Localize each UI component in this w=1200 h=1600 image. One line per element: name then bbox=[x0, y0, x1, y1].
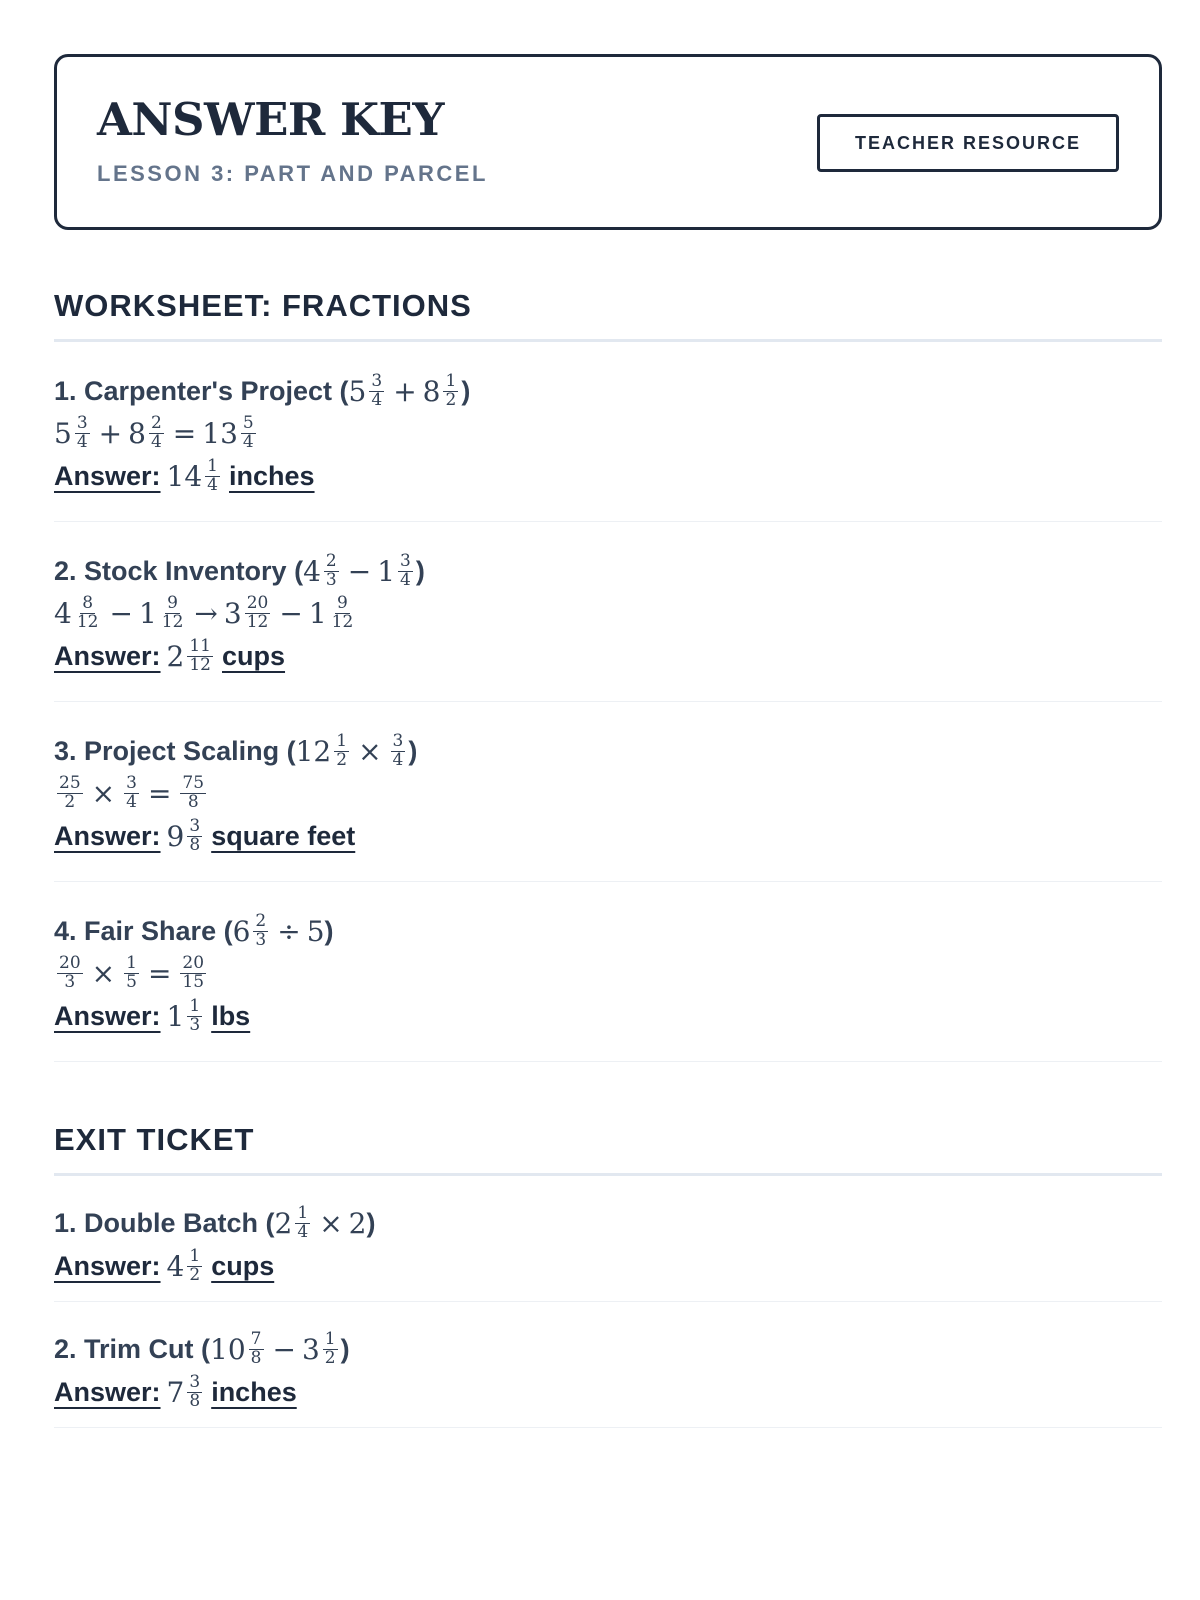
answer-unit: square feet bbox=[211, 820, 356, 851]
fraction bbox=[187, 1245, 202, 1285]
math-operator: × bbox=[91, 776, 116, 810]
fraction bbox=[57, 772, 83, 812]
denominator: 4 bbox=[207, 474, 218, 495]
whole-part: 7 bbox=[166, 1375, 185, 1409]
whole-part: 5 bbox=[54, 416, 72, 450]
fraction bbox=[443, 370, 458, 410]
numerator: 8 bbox=[82, 592, 94, 613]
problem-title bbox=[54, 370, 1162, 412]
fraction bbox=[330, 592, 356, 632]
mixed-number bbox=[128, 412, 167, 452]
close-paren: ) bbox=[324, 915, 334, 946]
fraction bbox=[149, 412, 164, 452]
answer-unit: inches bbox=[229, 460, 315, 491]
problem-title bbox=[54, 1328, 1162, 1370]
fraction bbox=[323, 1328, 338, 1368]
denominator: 12 bbox=[246, 611, 269, 632]
denominator: 12 bbox=[76, 611, 99, 632]
mixed-number bbox=[210, 1328, 266, 1368]
math-expression bbox=[348, 370, 462, 410]
denominator: 3 bbox=[255, 929, 267, 950]
numerator: 25 bbox=[59, 772, 81, 793]
denominator: 4 bbox=[297, 1221, 309, 1242]
fraction bbox=[295, 1202, 310, 1242]
denominator: 4 bbox=[242, 431, 254, 452]
whole-part: 2 bbox=[166, 639, 185, 673]
answer-label: Answer: bbox=[54, 640, 161, 671]
answer-label: Answer: bbox=[54, 1376, 161, 1407]
numerator: 9 bbox=[167, 592, 178, 613]
fraction bbox=[160, 592, 186, 632]
numerator: 1 bbox=[445, 370, 457, 391]
numerator: 1 bbox=[324, 1328, 336, 1349]
fraction bbox=[205, 455, 220, 495]
whole-part: 8 bbox=[128, 416, 146, 450]
mixed-number bbox=[166, 1371, 206, 1411]
math-expression bbox=[166, 635, 216, 675]
whole-part: 1 bbox=[166, 999, 185, 1033]
numerator: 5 bbox=[242, 412, 254, 433]
whole-part: 10 bbox=[210, 1332, 246, 1366]
teacher-resource-badge: TEACHER RESOURCE bbox=[817, 114, 1119, 172]
answer-label: Answer: bbox=[54, 1250, 161, 1281]
numerator: 1 bbox=[189, 995, 201, 1016]
numerator: 1 bbox=[126, 952, 137, 973]
work-line bbox=[54, 952, 1162, 994]
answer-label: Answer: bbox=[54, 460, 161, 491]
math-operator: = bbox=[172, 416, 197, 450]
mixed-number bbox=[54, 952, 86, 992]
math-expression bbox=[54, 592, 358, 632]
whole-part: 1 bbox=[377, 554, 396, 588]
numerator: 2 bbox=[150, 412, 162, 433]
work-line bbox=[54, 412, 1162, 454]
math-expression bbox=[274, 1202, 367, 1242]
problem-item bbox=[54, 342, 1162, 522]
denominator: 4 bbox=[76, 431, 88, 452]
math-expression bbox=[54, 772, 209, 812]
numerator: 20 bbox=[182, 952, 205, 973]
denominator: 8 bbox=[189, 1390, 201, 1411]
math-expression bbox=[166, 1371, 206, 1411]
numerator: 3 bbox=[371, 370, 383, 391]
numerator: 2 bbox=[325, 550, 337, 571]
open-paren: ( bbox=[286, 555, 304, 586]
answer-unit: inches bbox=[211, 1376, 297, 1407]
work-line bbox=[54, 592, 1162, 634]
mixed-number bbox=[388, 730, 409, 770]
fraction bbox=[369, 370, 384, 410]
denominator: 2 bbox=[189, 1264, 201, 1285]
numerator: 1 bbox=[189, 1245, 201, 1266]
math-expression bbox=[54, 952, 209, 992]
numerator: 3 bbox=[126, 772, 137, 793]
denominator: 2 bbox=[336, 749, 348, 770]
work-line bbox=[54, 772, 1162, 814]
whole-part: 1 bbox=[308, 596, 327, 630]
whole-part: 4 bbox=[303, 554, 321, 588]
whole-part: 1 bbox=[138, 596, 157, 630]
mixed-number bbox=[166, 815, 206, 855]
numerator: 3 bbox=[189, 1371, 201, 1392]
problem-title bbox=[54, 730, 1162, 772]
problem-title bbox=[54, 550, 1162, 592]
math-operator: × bbox=[319, 1206, 343, 1240]
denominator: 2 bbox=[64, 791, 76, 812]
problem-item bbox=[54, 522, 1162, 702]
fraction bbox=[334, 730, 349, 770]
fraction bbox=[75, 412, 90, 452]
whole-part: 9 bbox=[166, 819, 185, 853]
problem-title bbox=[54, 1202, 1162, 1244]
fraction bbox=[253, 910, 268, 950]
mixed-number bbox=[295, 730, 352, 770]
fraction bbox=[187, 995, 202, 1035]
denominator: 15 bbox=[182, 971, 205, 992]
whole-part: 2 bbox=[274, 1206, 293, 1240]
answer-label: Answer: bbox=[54, 1000, 161, 1031]
problem-label: 1. Double Batch bbox=[54, 1207, 259, 1238]
close-paren: ) bbox=[415, 555, 425, 586]
mixed-number bbox=[348, 370, 388, 410]
math-operator: + bbox=[393, 374, 417, 408]
problem-label: 3. Project Scaling bbox=[54, 735, 280, 766]
mixed-number bbox=[138, 592, 188, 632]
whole-part: 4 bbox=[166, 1249, 185, 1283]
fraction bbox=[124, 772, 139, 812]
fraction bbox=[187, 1371, 202, 1411]
math-expression bbox=[295, 730, 409, 770]
denominator: 8 bbox=[187, 791, 199, 812]
math-operator: = bbox=[147, 776, 172, 810]
mixed-number bbox=[121, 772, 142, 812]
denominator: 12 bbox=[189, 654, 211, 675]
mixed-number bbox=[422, 370, 462, 410]
mixed-number bbox=[301, 1328, 341, 1368]
math-operator: ÷ bbox=[277, 914, 301, 948]
math-operator: = bbox=[147, 956, 172, 990]
mixed-number bbox=[166, 635, 216, 675]
denominator: 4 bbox=[126, 791, 137, 812]
denominator: 8 bbox=[189, 834, 201, 855]
fraction bbox=[180, 952, 206, 992]
fraction bbox=[245, 592, 271, 632]
mixed-number bbox=[232, 910, 272, 950]
math-number: 2 bbox=[348, 1206, 367, 1240]
mixed-number bbox=[177, 772, 209, 812]
mixed-number bbox=[223, 592, 273, 632]
numerator: 2 bbox=[255, 910, 267, 931]
whole-part: 5 bbox=[348, 374, 367, 408]
fraction bbox=[324, 550, 339, 590]
open-paren: ( bbox=[332, 375, 349, 406]
mixed-number bbox=[274, 1202, 314, 1242]
answer-line bbox=[54, 814, 1162, 858]
close-paren: ) bbox=[408, 735, 418, 766]
fraction bbox=[180, 772, 206, 812]
math-expression bbox=[210, 1328, 341, 1368]
fraction bbox=[398, 550, 413, 590]
numerator: 1 bbox=[336, 730, 348, 751]
worksheet-problem-list bbox=[54, 342, 1160, 1062]
problem-item bbox=[54, 702, 1162, 882]
exit-ticket-section-title: EXIT TICKET bbox=[54, 1124, 1162, 1176]
denominator: 4 bbox=[392, 749, 404, 770]
answer-line bbox=[54, 634, 1162, 678]
numerator: 20 bbox=[246, 592, 269, 613]
whole-part: 12 bbox=[295, 734, 332, 768]
numerator: 1 bbox=[207, 455, 218, 476]
open-paren: ( bbox=[216, 915, 233, 946]
math-expression bbox=[166, 1245, 206, 1285]
whole-part: 13 bbox=[202, 416, 238, 450]
mixed-number bbox=[377, 550, 416, 590]
problem-label: 2. Stock Inventory bbox=[54, 555, 287, 586]
problem-label: 2. Trim Cut bbox=[54, 1333, 194, 1364]
numerator: 11 bbox=[189, 635, 211, 656]
mixed-number bbox=[121, 952, 142, 992]
math-operator: − bbox=[279, 596, 303, 630]
header-card bbox=[54, 54, 1162, 230]
mixed-number bbox=[166, 1245, 206, 1285]
problem-item bbox=[54, 882, 1162, 1062]
math-operator: + bbox=[98, 416, 123, 450]
answer-line bbox=[54, 454, 1162, 498]
problem-title bbox=[54, 910, 1162, 952]
denominator: 12 bbox=[331, 611, 354, 632]
numerator: 7 bbox=[250, 1328, 262, 1349]
answer-unit: lbs bbox=[211, 1000, 251, 1031]
answer-line bbox=[54, 1244, 1162, 1288]
math-operator: − bbox=[109, 596, 133, 630]
fraction bbox=[124, 952, 139, 992]
fraction bbox=[391, 730, 406, 770]
math-expression bbox=[54, 412, 259, 452]
whole-part: 3 bbox=[223, 596, 242, 630]
math-expression bbox=[166, 995, 206, 1035]
math-operator: × bbox=[358, 734, 382, 768]
mixed-number bbox=[177, 952, 209, 992]
denominator: 2 bbox=[445, 389, 457, 410]
mixed-number bbox=[303, 550, 342, 590]
answer-unit: cups bbox=[211, 1250, 275, 1281]
numerator: 3 bbox=[189, 815, 201, 836]
numerator: 3 bbox=[392, 730, 404, 751]
answer-unit: cups bbox=[222, 640, 286, 671]
fraction bbox=[187, 815, 202, 855]
page-title: ANSWER KEY bbox=[97, 93, 444, 146]
denominator: 3 bbox=[325, 569, 337, 590]
mixed-number bbox=[202, 412, 258, 452]
numerator: 9 bbox=[337, 592, 348, 613]
denominator: 8 bbox=[250, 1347, 262, 1368]
math-expression bbox=[232, 910, 325, 950]
denominator: 3 bbox=[189, 1014, 201, 1035]
denominator: 5 bbox=[126, 971, 137, 992]
math-expression bbox=[303, 550, 416, 590]
denominator: 4 bbox=[371, 389, 383, 410]
worksheet-section-title: WORKSHEET: FRACTIONS bbox=[54, 290, 1162, 342]
problem-label: 4. Fair Share bbox=[54, 915, 217, 946]
numerator: 1 bbox=[297, 1202, 309, 1223]
close-paren: ) bbox=[461, 375, 471, 406]
numerator: 3 bbox=[76, 412, 88, 433]
math-operator: − bbox=[272, 1332, 296, 1366]
mixed-number bbox=[166, 455, 223, 495]
answer-label: Answer: bbox=[54, 820, 161, 851]
math-expression bbox=[166, 815, 206, 855]
mixed-number bbox=[54, 412, 93, 452]
fraction bbox=[57, 952, 83, 992]
problem-label: 1. Carpenter's Project bbox=[54, 375, 333, 406]
fraction bbox=[187, 635, 213, 675]
open-paren: ( bbox=[193, 1333, 211, 1364]
exit-ticket-problem-list bbox=[54, 1176, 1160, 1428]
math-operator: × bbox=[91, 956, 116, 990]
fraction bbox=[75, 592, 101, 632]
denominator: 4 bbox=[400, 569, 411, 590]
math-operator: → bbox=[194, 596, 218, 630]
numerator: 20 bbox=[59, 952, 81, 973]
numerator: 3 bbox=[400, 550, 411, 571]
denominator: 3 bbox=[64, 971, 76, 992]
mixed-number bbox=[54, 772, 86, 812]
open-paren: ( bbox=[258, 1207, 275, 1238]
whole-part: 3 bbox=[301, 1332, 320, 1366]
math-expression bbox=[166, 455, 223, 495]
problem-item bbox=[54, 1302, 1162, 1428]
numerator: 75 bbox=[182, 772, 205, 793]
whole-part: 6 bbox=[232, 914, 251, 948]
answer-line bbox=[54, 1370, 1162, 1414]
open-paren: ( bbox=[279, 735, 296, 766]
answer-line bbox=[54, 994, 1162, 1038]
problem-item bbox=[54, 1176, 1162, 1302]
lesson-subtitle: LESSON 3: PART AND PARCEL bbox=[97, 161, 488, 186]
mixed-number bbox=[54, 592, 103, 632]
fraction bbox=[249, 1328, 264, 1368]
math-operator: − bbox=[347, 554, 372, 588]
mixed-number bbox=[308, 592, 358, 632]
denominator: 2 bbox=[324, 1347, 336, 1368]
denominator: 4 bbox=[150, 431, 162, 452]
denominator: 12 bbox=[161, 611, 184, 632]
mixed-number bbox=[166, 995, 206, 1035]
whole-part: 4 bbox=[54, 596, 72, 630]
whole-part: 14 bbox=[166, 459, 203, 493]
close-paren: ) bbox=[340, 1333, 350, 1364]
whole-part: 8 bbox=[422, 374, 441, 408]
close-paren: ) bbox=[366, 1207, 376, 1238]
math-number: 5 bbox=[306, 914, 325, 948]
fraction bbox=[241, 412, 256, 452]
